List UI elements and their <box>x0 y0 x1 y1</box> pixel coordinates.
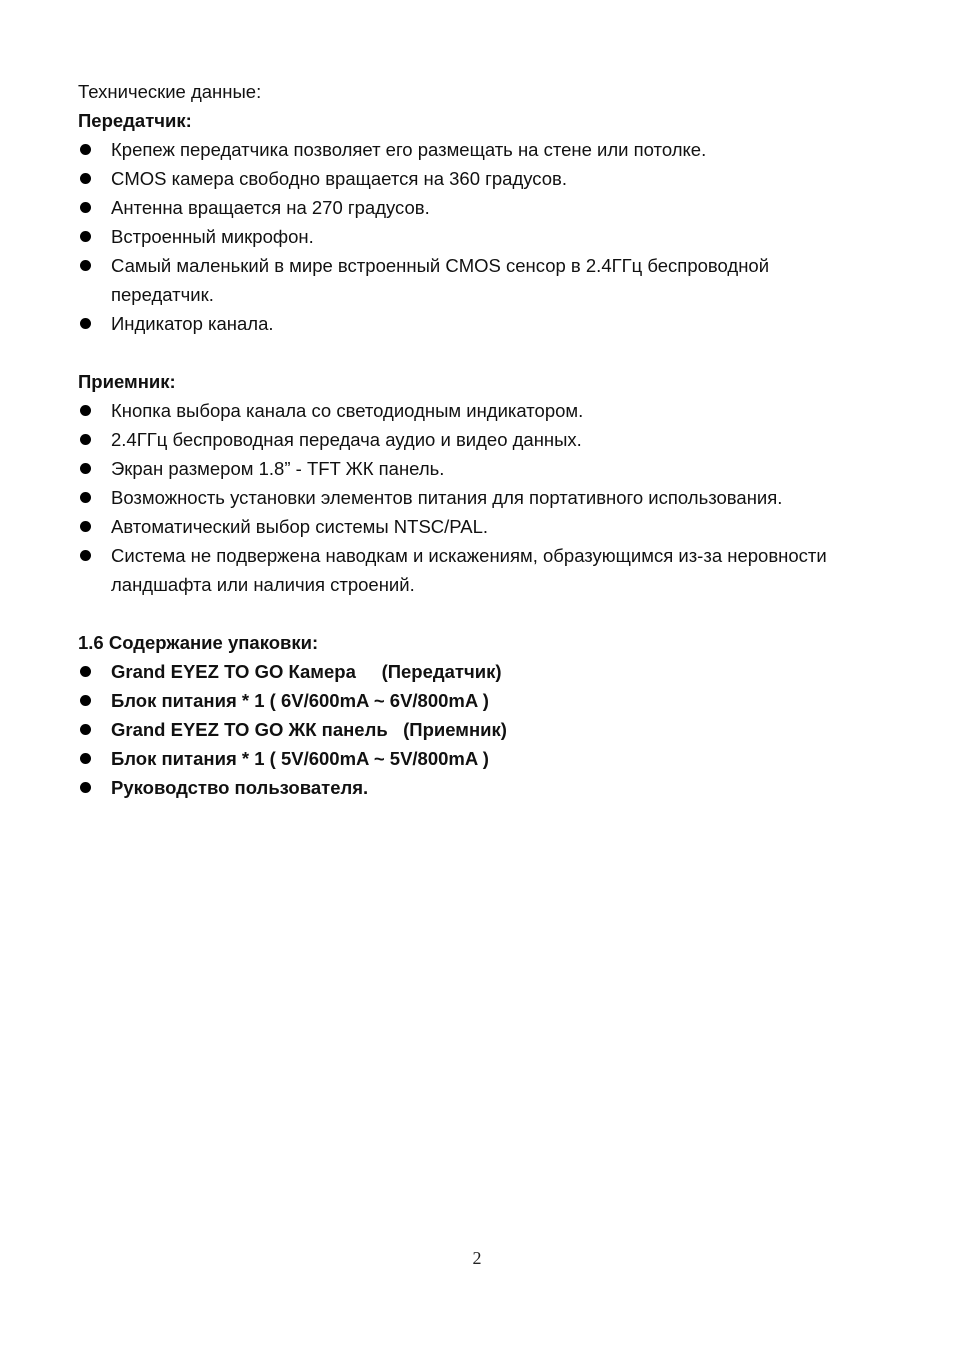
section-gap <box>78 599 878 628</box>
list-item <box>78 454 878 483</box>
list-item <box>78 512 878 541</box>
intro-text: Технические данные: <box>78 81 262 102</box>
list-item <box>78 686 878 715</box>
receiver-heading: Приемник: <box>78 371 176 392</box>
list-item-text: Руководство пользователя. <box>111 777 369 798</box>
bullet-icon <box>80 144 91 155</box>
bullet-icon <box>80 521 91 532</box>
list-item <box>78 396 878 425</box>
list-item-text-line2: передатчик. <box>111 284 214 305</box>
bullet-icon <box>80 434 91 445</box>
list-item-text: Экран размером 1.8” - TFT ЖК панель. <box>111 458 445 479</box>
bullet-icon <box>80 405 91 416</box>
list-item <box>78 193 878 222</box>
list-item-text: Grand EYEZ TO GO ЖК панель (Приемник) <box>111 719 507 740</box>
list-item-text: Автоматический выбор системы NTSC/PAL. <box>111 516 489 537</box>
page-number: 2 <box>472 1248 482 1268</box>
list-item-text: Блок питания * 1 ( 6V/600mA ~ 6V/800mA ) <box>111 690 489 711</box>
list-item-text: Встроенный микрофон. <box>111 226 314 247</box>
bullet-icon <box>80 550 91 561</box>
transmitter-heading: Передатчик: <box>78 110 192 131</box>
list-item-text: 2.4ГГц беспроводная передача аудио и видео данных. <box>111 429 582 450</box>
bullet-icon <box>80 260 91 271</box>
list-item <box>78 657 878 686</box>
bullet-icon <box>80 695 91 706</box>
list-item <box>78 483 878 512</box>
list-item-text-line1: Система не подвержена наводкам и искажениям, образующимся из-за неровности <box>111 545 827 566</box>
bullet-icon <box>80 492 91 503</box>
transmitter-list <box>78 135 878 338</box>
list-item <box>78 222 878 251</box>
list-item <box>78 309 878 338</box>
list-item-text-line1: Самый маленький в мире встроенный CMOS сенсор в 2.4ГГц беспроводной <box>111 255 770 276</box>
list-item-text: Grand EYEZ TO GO Камера (Передатчик) <box>111 661 502 682</box>
bullet-icon <box>80 753 91 764</box>
package-heading: 1.6 Содержание упаковки: <box>78 632 319 653</box>
list-item-text: Блок питания * 1 ( 5V/600mA ~ 5V/800mA ) <box>111 748 489 769</box>
list-item <box>78 135 878 164</box>
bullet-icon <box>80 782 91 793</box>
list-item <box>78 425 878 454</box>
section-gap <box>78 338 878 367</box>
list-item-text: Возможность установки элементов питания для портативного использования. <box>111 487 783 508</box>
bullet-icon <box>80 202 91 213</box>
list-item-text: Крепеж передатчика позволяет его размещать на стене или потолке. <box>111 139 707 160</box>
bullet-icon <box>80 724 91 735</box>
list-item <box>78 773 878 802</box>
bullet-icon <box>80 231 91 242</box>
list-item-text: CMOS камера свободно вращается на 360 градусов. <box>111 168 568 189</box>
document-content <box>78 77 878 802</box>
list-item-text-line2: ландшафта или наличия строений. <box>111 574 415 595</box>
package-list <box>78 657 878 802</box>
list-item-text: Кнопка выбора канала со светодиодным индикатором. <box>111 400 584 421</box>
receiver-list <box>78 396 878 599</box>
bullet-icon <box>80 666 91 677</box>
list-item-text: Индикатор канала. <box>111 313 274 334</box>
bullet-icon <box>80 173 91 184</box>
list-item <box>78 715 878 744</box>
list-item-text: Антенна вращается на 270 градусов. <box>111 197 430 218</box>
list-item <box>78 541 878 599</box>
bullet-icon <box>80 463 91 474</box>
bullet-icon <box>80 318 91 329</box>
list-item <box>78 164 878 193</box>
list-item <box>78 251 878 309</box>
list-item <box>78 744 878 773</box>
